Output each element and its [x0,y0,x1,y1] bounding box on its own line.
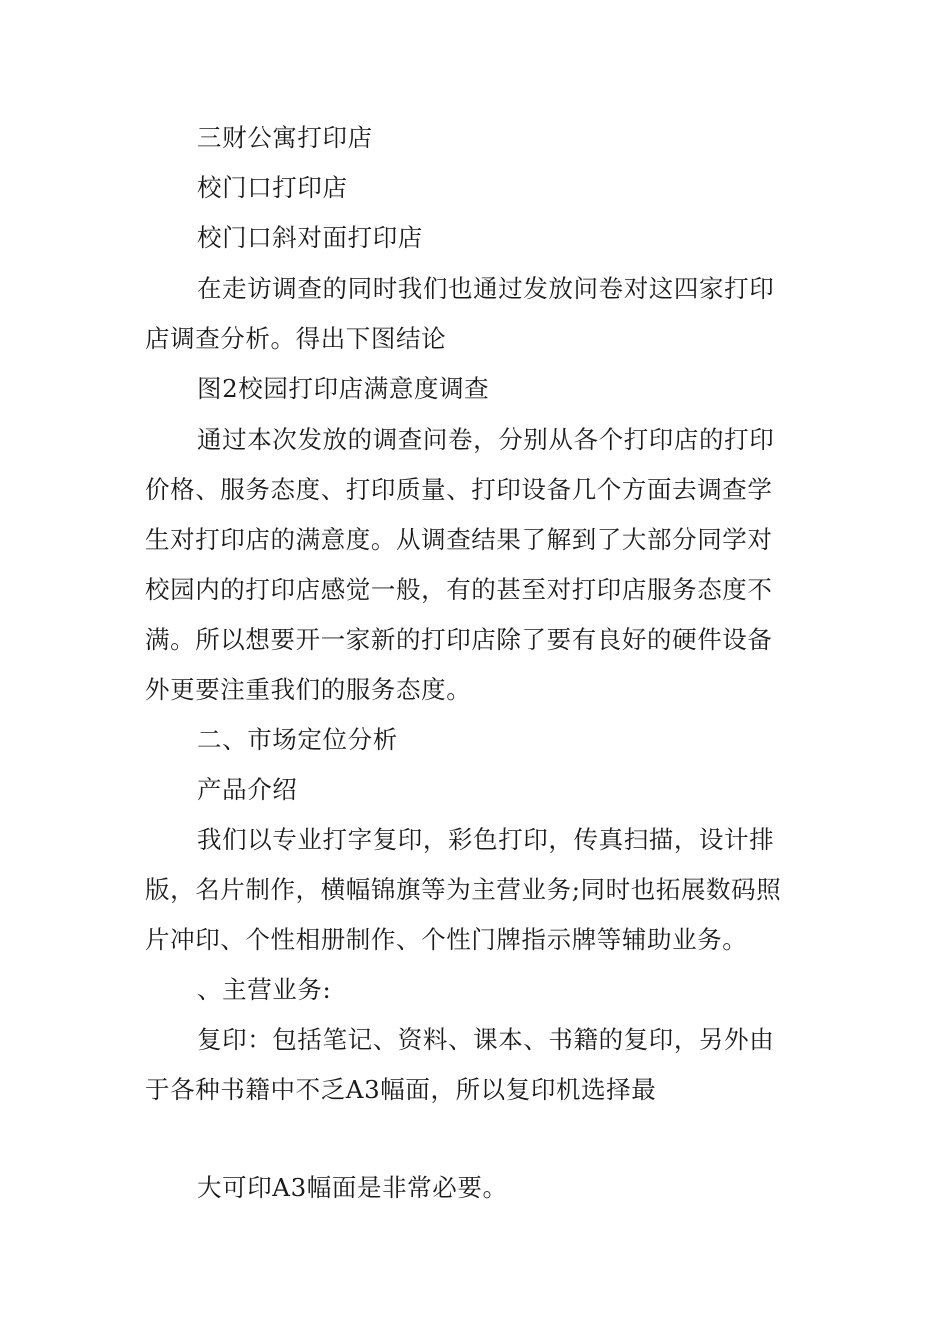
paragraph-products-line-3: 片冲印、个性相册制作、个性门牌指示牌等辅助业务。 [145,925,748,954]
subheading-product-intro: 产品介绍 [197,775,298,804]
paragraph-results-line-2: 价格、服务态度、打印质量、打印设备几个方面去调查学 [145,475,773,504]
paragraph-results-line-1: 通过本次发放的调查问卷，分别从各个打印店的打印 [197,425,775,454]
paragraph-results-line-4: 校园内的打印店感觉一般，有的甚至对打印店服务态度不 [145,575,773,604]
paragraph-copying-line-1: 复印：包括笔记、资料、课本、书籍的复印，另外由 [197,1025,775,1054]
paragraph-results-line-5: 满。所以想要开一家新的打印店除了要有良好的硬件设备 [145,625,773,654]
list-item-shop-gate-opposite: 校门口斜对面打印店 [197,223,423,252]
paragraph-copying-line-3: 大可印A3幅面是非常必要。 [197,1173,508,1202]
paragraph-products-line-1: 我们以专业打字复印，彩色打印，传真扫描，设计排 [197,825,775,854]
paragraph-copying-line-2: 于各种书籍中不乏A3幅面，所以复印机选择最 [145,1075,657,1104]
paragraph-survey-line-1: 在走访调查的同时我们也通过发放问卷对这四家打印 [197,274,775,303]
paragraph-results-line-6: 外更要注重我们的服务态度。 [145,675,472,704]
paragraph-survey-line-2: 店调查分析。得出下图结论 [145,324,447,353]
subheading-main-business: 、主营业务: [197,975,332,1004]
list-item-shop-gate: 校门口打印店 [197,173,348,202]
paragraph-results-line-3: 生对打印店的满意度。从调查结果了解到了大部分同学对 [145,525,773,554]
figure-caption: 图2校园打印店满意度调查 [197,374,490,403]
section-heading-market-positioning: 二、市场定位分析 [197,725,398,754]
list-item-shop-sancai: 三财公寓打印店 [197,123,373,152]
paragraph-products-line-2: 版，名片制作，横幅锦旗等为主营业务;同时也拓展数码照 [145,875,782,904]
